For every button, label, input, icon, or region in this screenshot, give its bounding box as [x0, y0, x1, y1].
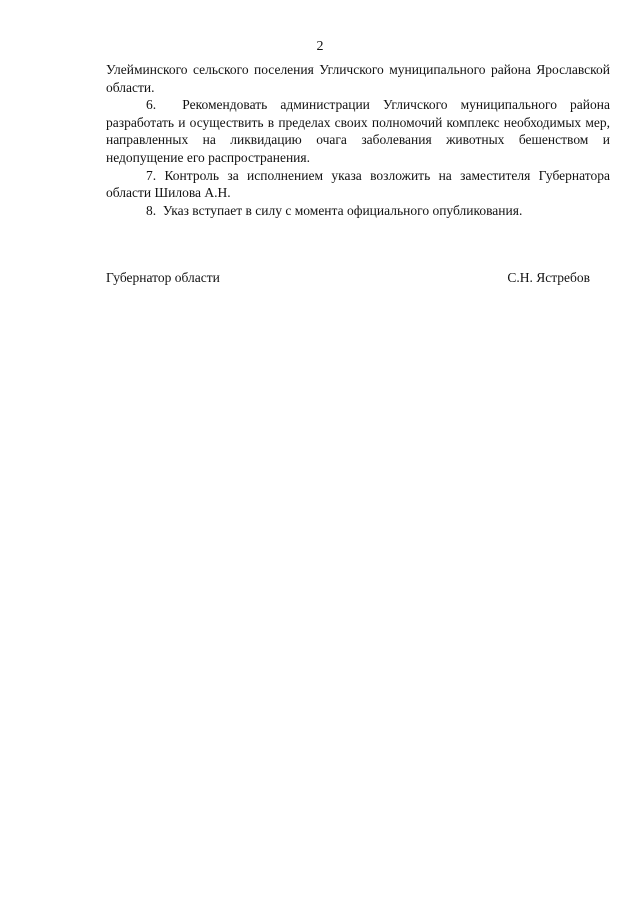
- paragraph-continuation: Улейминского сельского поселения Угличского муниципального района Ярославской области.: [106, 62, 610, 95]
- document-body: [106, 61, 610, 219]
- signatory-name: С.Н. Ястребов: [507, 270, 590, 285]
- signatory-position: Губернатор области: [106, 270, 220, 285]
- page-number: 2: [316, 39, 324, 54]
- signature-block: [106, 269, 590, 287]
- paragraph-item-6: 6. Рекомендовать администрации Угличского муниципального района разработать и осуществить в пределах своих полномочий комплекс необходимых мер, направленных на ликвидацию очага заболевания животных бешенством и недопущение его распространения.: [106, 97, 610, 165]
- paragraph-item-7: 7. Контроль за исполнением указа возложить на заместителя Губернатора области Шилова А.Н.: [106, 167, 610, 201]
- paragraph-item-8: 8. Указ вступает в силу с момента официального опубликования.: [146, 202, 523, 218]
